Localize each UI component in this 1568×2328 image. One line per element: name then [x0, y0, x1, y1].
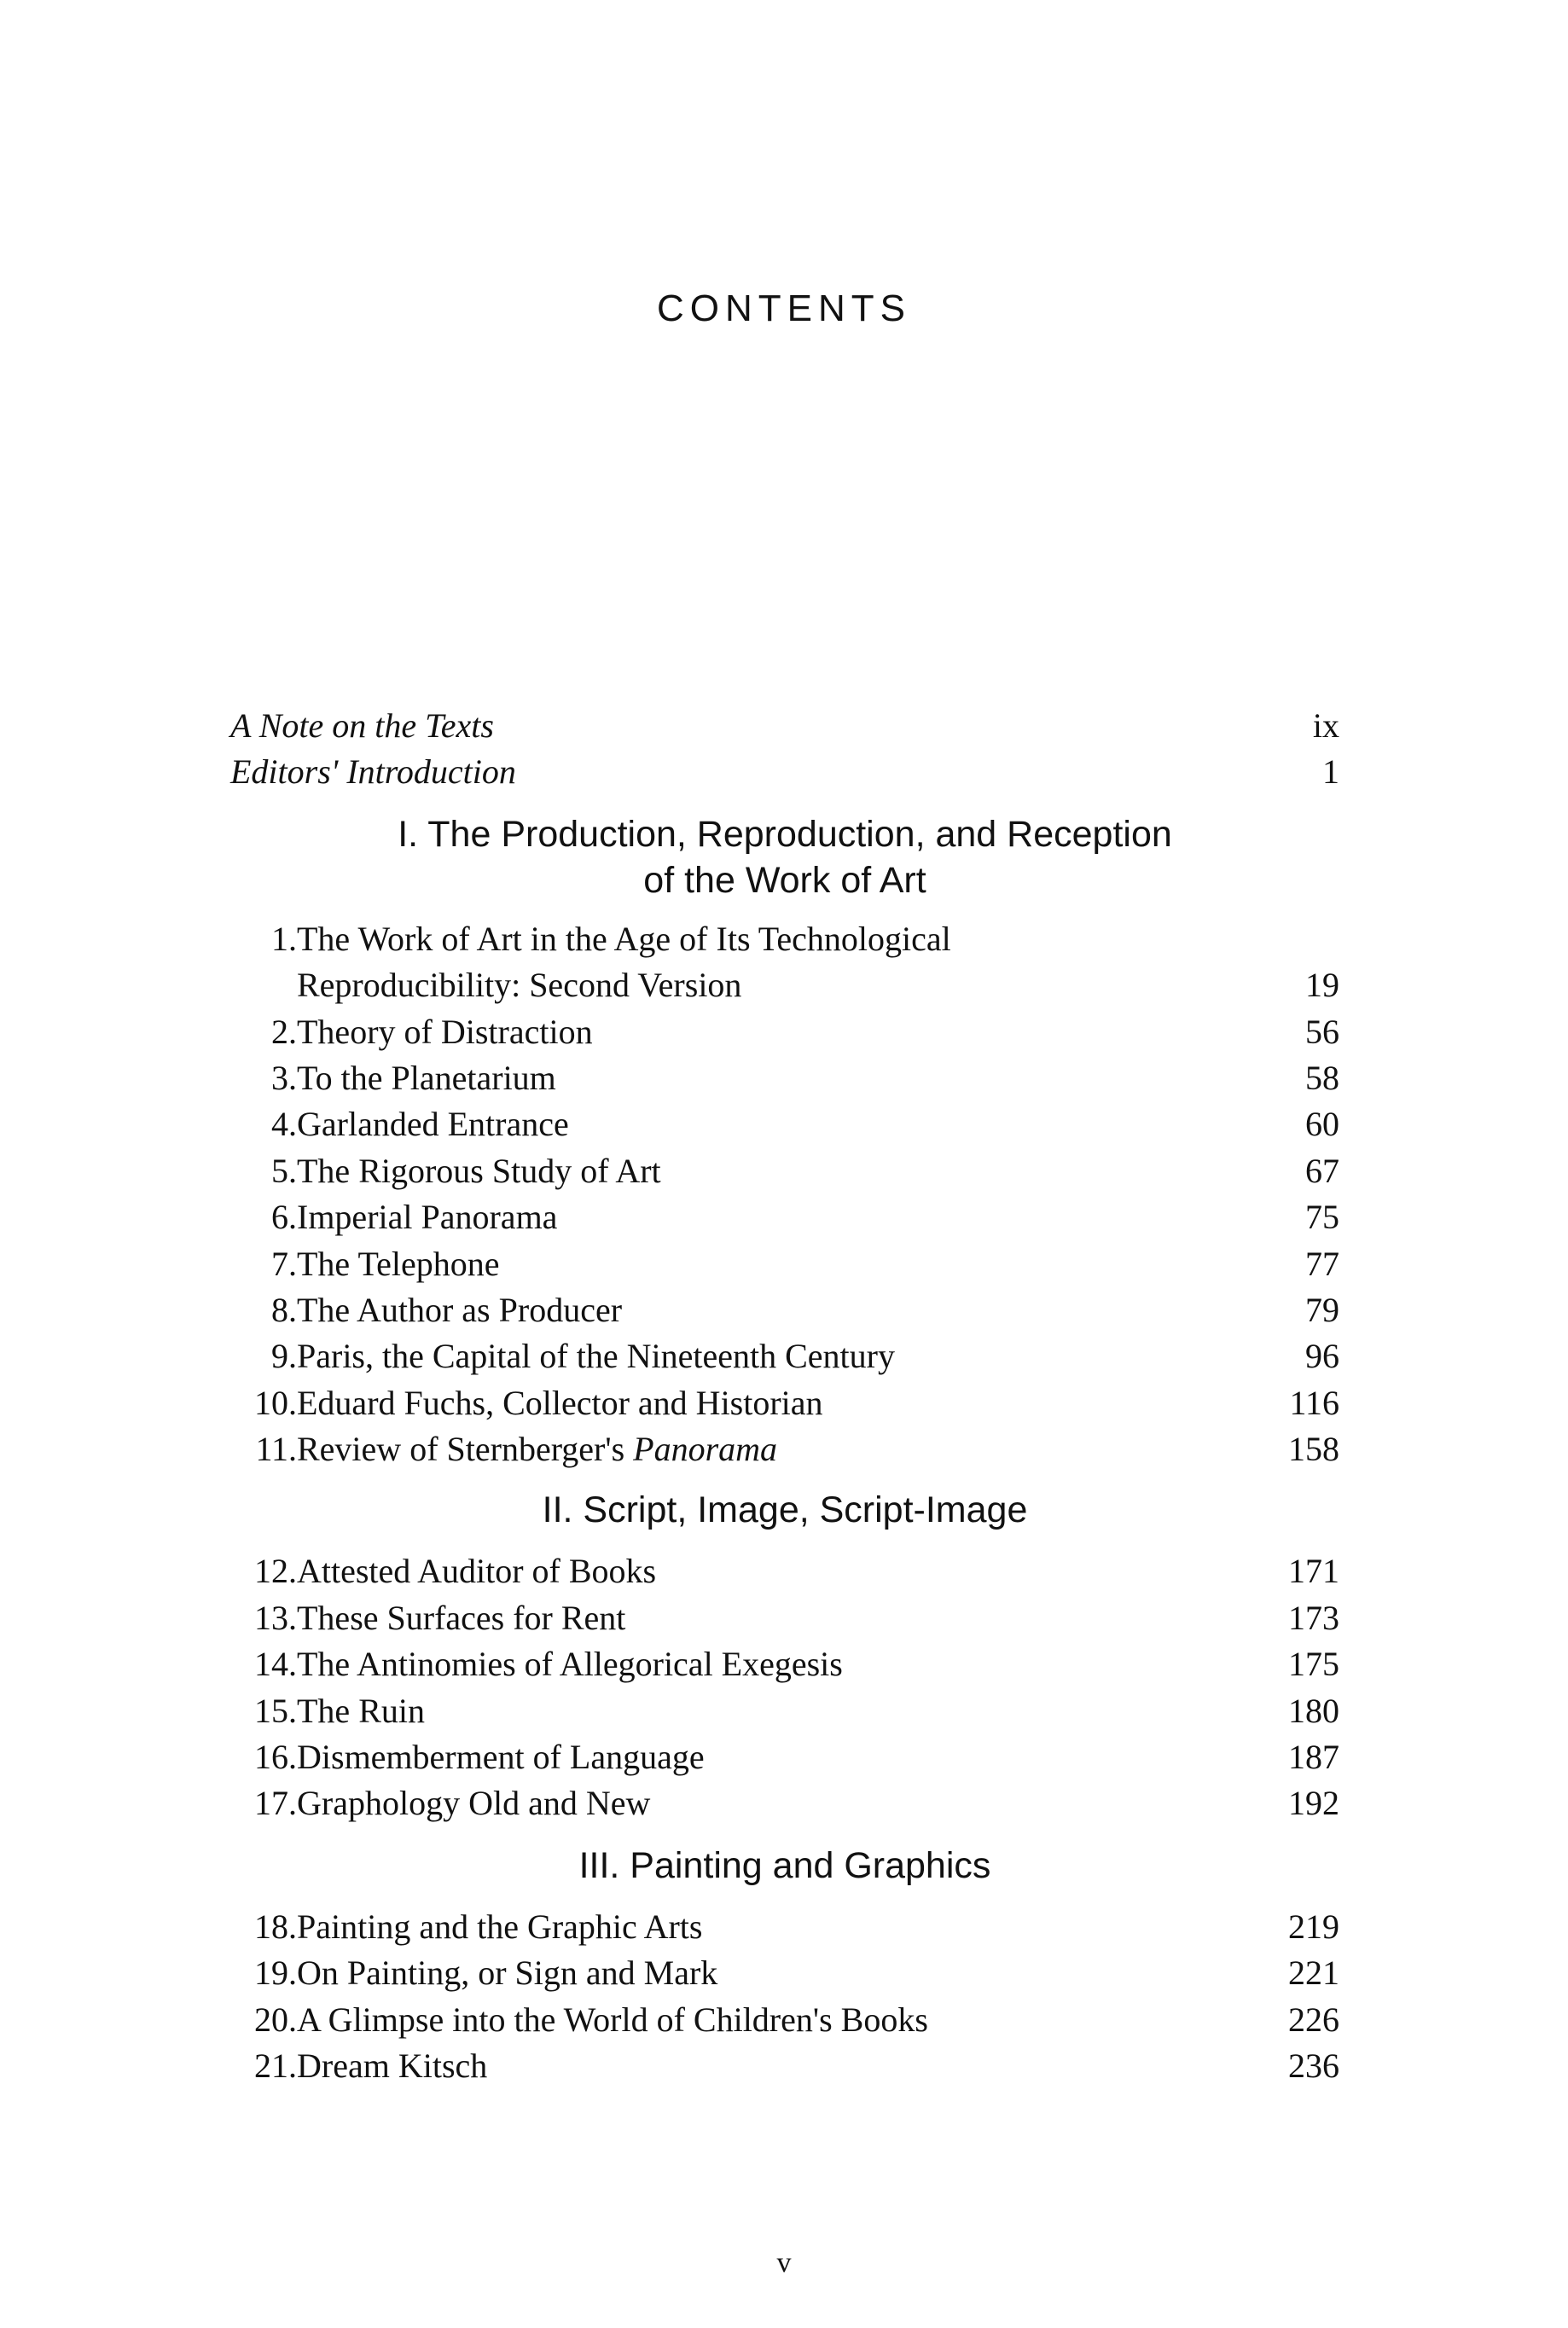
toc-entry-title: To the Planetarium [297, 1058, 556, 1097]
toc-entry-page: 19 [1305, 966, 1339, 1005]
toc-entry-title: The Author as Producer [297, 1290, 623, 1329]
toc-entry-title: Garlanded Entrance [297, 1105, 569, 1144]
section-heading-line: III. Painting and Graphics [578, 1844, 991, 1886]
toc-entry-title [297, 1426, 777, 1472]
toc-entry-title: A Glimpse into the World of Children's Books [297, 2000, 928, 2039]
toc-entry-title: Dream Kitsch [297, 2046, 488, 2085]
toc-entry-title: The Rigorous Study of Art [297, 1151, 661, 1190]
toc-entry-page: 236 [1288, 2046, 1339, 2085]
toc-entry-title: The Telephone [297, 1244, 500, 1283]
toc-entry-number: 4. [271, 1105, 297, 1144]
toc-entry-number: 5. [271, 1151, 297, 1190]
toc-entry-16[interactable] [230, 1734, 1339, 1780]
table-of-contents [230, 703, 1339, 2089]
toc-entry-page: 1 [1322, 752, 1339, 792]
toc-entry-number: 6. [271, 1198, 297, 1237]
toc-entry-title: The Work of Art in the Age of Its Technological [297, 919, 951, 958]
toc-entry-12[interactable] [230, 1548, 1339, 1594]
toc-entry-page: 175 [1288, 1645, 1339, 1684]
toc-entry-page: 187 [1288, 1738, 1339, 1777]
toc-entry-page: 116 [1289, 1383, 1339, 1422]
toc-entry-page: ix [1312, 706, 1339, 745]
toc-entry-number: 14. [254, 1645, 297, 1684]
toc-entry-number: 11. [255, 1430, 297, 1469]
toc-entry-8[interactable] [230, 1287, 1339, 1333]
toc-entry-title-roman: Review of Sternberger's [297, 1430, 634, 1469]
toc-entry-title: Dismemberment of Language [297, 1738, 705, 1777]
toc-entry-title: Eduard Fuchs, Collector and Historian [297, 1383, 823, 1422]
toc-entry-page: 77 [1305, 1244, 1339, 1283]
toc-entry-page: 180 [1288, 1691, 1339, 1730]
section-heading-3 [230, 1843, 1339, 1889]
toc-entry-19[interactable] [230, 1950, 1339, 1996]
section-heading-line: I. The Production, Reproduction, and Reception [398, 813, 1172, 855]
toc-entry-number: 12. [254, 1552, 297, 1591]
toc-entry-page: 67 [1305, 1151, 1339, 1190]
toc-entry-14[interactable] [230, 1641, 1339, 1687]
page-title: CONTENTS [657, 287, 911, 329]
toc-entry-number: 1. [271, 919, 297, 958]
toc-entry-page: 58 [1305, 1058, 1339, 1097]
toc-entry-title: Paris, the Capital of the Nineteenth Century [297, 1337, 895, 1376]
toc-entry-page: 56 [1305, 1012, 1339, 1051]
toc-entry-number: 2. [271, 1012, 297, 1051]
toc-entry-title: These Surfaces for Rent [297, 1598, 626, 1637]
toc-entry-page: 226 [1288, 2000, 1339, 2039]
toc-entry-13[interactable] [230, 1595, 1339, 1641]
toc-entry-title-italic: Panorama [633, 1430, 778, 1469]
toc-entry-number: 7. [271, 1244, 297, 1283]
toc-entry-5[interactable] [230, 1148, 1339, 1194]
page-folio: v [776, 2247, 792, 2279]
toc-entry-2[interactable] [230, 1009, 1339, 1055]
toc-entry-number: 8. [271, 1290, 297, 1329]
toc-entry-number: 21. [254, 2046, 297, 2085]
toc-entry-7[interactable] [230, 1241, 1339, 1287]
toc-entry-page: 60 [1305, 1105, 1339, 1144]
toc-entry-title-continued: Reproducibility: Second Version [297, 966, 742, 1005]
toc-entry-number: 10. [254, 1383, 297, 1422]
toc-entry-number: 16. [254, 1738, 297, 1777]
toc-entry-title: Imperial Panorama [297, 1198, 558, 1237]
toc-entry-page: 221 [1288, 1954, 1339, 1993]
toc-entry-note-on-texts[interactable] [230, 703, 1339, 749]
toc-entry-10[interactable] [230, 1380, 1339, 1426]
toc-entry-title: The Ruin [297, 1691, 425, 1730]
toc-entry-20[interactable] [230, 1997, 1339, 2043]
toc-entry-number: 17. [254, 1784, 297, 1823]
toc-entry-title: Theory of Distraction [297, 1012, 593, 1051]
toc-entry-page: 96 [1305, 1337, 1339, 1376]
toc-entry-1[interactable] [230, 916, 1339, 962]
section-heading-2 [230, 1487, 1339, 1533]
toc-entry-1-continued[interactable] [230, 962, 1339, 1008]
toc-entry-21[interactable] [230, 2043, 1339, 2089]
toc-entry-title: The Antinomies of Allegorical Exegesis [297, 1645, 843, 1684]
toc-entry-number: 20. [254, 2000, 297, 2039]
toc-entry-page: 75 [1305, 1198, 1339, 1237]
toc-entry-page: 219 [1288, 1907, 1339, 1946]
toc-entry-3[interactable] [230, 1055, 1339, 1101]
toc-entry-number: 18. [254, 1907, 297, 1946]
toc-entry-page: 171 [1288, 1552, 1339, 1591]
toc-entry-18[interactable] [230, 1904, 1339, 1950]
toc-entry-4[interactable] [230, 1101, 1339, 1147]
toc-entry-15[interactable] [230, 1688, 1339, 1734]
toc-entry-page: 192 [1288, 1784, 1339, 1823]
toc-entry-title: Painting and the Graphic Arts [297, 1907, 703, 1946]
section-heading-line: of the Work of Art [643, 859, 926, 901]
toc-entry-number: 9. [271, 1337, 297, 1376]
toc-entry-number: 3. [271, 1058, 297, 1097]
toc-entry-11[interactable] [230, 1426, 1339, 1472]
toc-entry-title: Attested Auditor of Books [297, 1552, 657, 1591]
toc-entry-title: Editors' Introduction [230, 752, 516, 792]
toc-entry-title: A Note on the Texts [230, 706, 494, 745]
toc-entry-page: 158 [1288, 1430, 1339, 1469]
toc-entry-title: On Painting, or Sign and Mark [297, 1954, 718, 1993]
toc-entry-page: 173 [1288, 1598, 1339, 1637]
toc-entry-editors-introduction[interactable] [230, 749, 1339, 795]
toc-entry-17[interactable] [230, 1780, 1339, 1826]
toc-entry-page: 79 [1305, 1290, 1339, 1329]
toc-entry-title: Graphology Old and New [297, 1784, 651, 1823]
toc-entry-6[interactable] [230, 1194, 1339, 1240]
toc-entry-number: 15. [254, 1691, 297, 1730]
section-heading-1 [230, 811, 1339, 903]
toc-entry-number: 13. [254, 1598, 297, 1637]
section-heading-line: II. Script, Image, Script-Image [542, 1489, 1028, 1531]
toc-entry-9[interactable] [230, 1333, 1339, 1379]
toc-entry-number: 19. [254, 1954, 297, 1993]
